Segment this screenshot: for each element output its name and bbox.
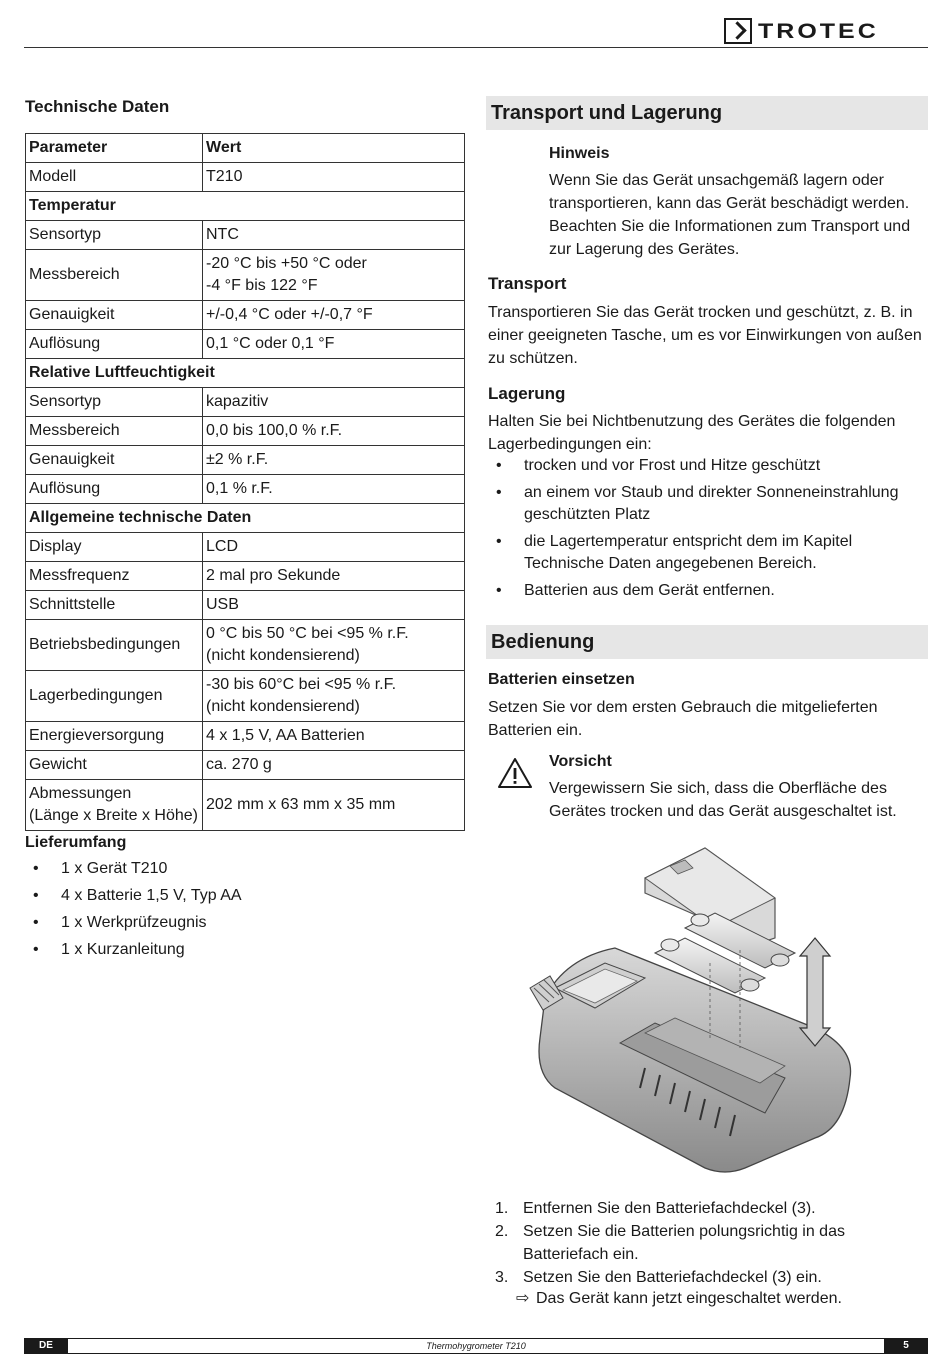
table-section-row: [26, 504, 465, 533]
table-cell: [203, 620, 465, 671]
table-cell: Messfrequenz: [26, 562, 203, 591]
table-cell: [26, 780, 203, 831]
caution-text: Vergewissern Sie sich, dass die Oberfläche des Gerätes trocken und das Gerät ausgeschaltet ist.: [549, 780, 897, 820]
cell-line: -30 bis 60°C bei <95 % r.F.: [206, 676, 397, 693]
table-cell: 0,1 °C oder 0,1 °F: [203, 330, 465, 359]
table-cell: 0,0 bis 100,0 % r.F.: [203, 417, 465, 446]
table-cell: Energieversorgung: [26, 722, 203, 751]
table-cell: USB: [203, 591, 465, 620]
table-cell: 202 mm x 63 mm x 35 mm: [203, 780, 465, 831]
table-row: [26, 163, 465, 192]
list-item: • 1 x Kurzanleitung: [25, 939, 455, 961]
step-number: 2.: [495, 1223, 509, 1240]
caution-title: Vorsicht: [549, 753, 612, 770]
table-cell: T210: [203, 163, 465, 192]
table-cell: 4 x 1,5 V, AA Batterien: [203, 722, 465, 751]
list-item: • trocken und vor Frost und Hitze geschützt: [488, 455, 928, 477]
table-row: [26, 388, 465, 417]
table-row: [26, 301, 465, 330]
steps-list: [488, 1197, 928, 1289]
cell-line: (Länge x Breite x Höhe): [29, 807, 198, 824]
scope-list: [25, 858, 455, 966]
table-header-cell: Parameter: [26, 134, 203, 163]
storage-list: [488, 455, 928, 607]
table-section-label: Temperatur: [26, 192, 465, 221]
table-row: [26, 330, 465, 359]
table-cell: Messbereich: [26, 250, 203, 301]
result-arrow-icon: ⇨: [516, 1290, 530, 1307]
table-cell: Display: [26, 533, 203, 562]
list-item: • 1 x Gerät T210: [25, 858, 455, 880]
footer-page-number: 5: [884, 1339, 928, 1353]
tech-data-table: [25, 133, 465, 831]
table-cell: ca. 270 g: [203, 751, 465, 780]
section-bar-transport: [486, 96, 928, 130]
table-cell: kapazitiv: [203, 388, 465, 417]
table-row: [26, 475, 465, 504]
list-item: • die Lagertemperatur entspricht dem im Kapitel Technische Daten angegebenen Bereich.: [488, 531, 928, 575]
result-text: Das Gerät kann jetzt eingeschaltet werden.: [536, 1290, 842, 1307]
cell-line: 0 °C bis 50 °C bei <95 % r.F.: [206, 625, 409, 642]
table-cell: [203, 671, 465, 722]
table-cell: LCD: [203, 533, 465, 562]
hint-text: Wenn Sie das Gerät unsachgemäß lagern oder transportieren, kann das Gerät beschädigt werden. Beachten Sie die Informationen zum Transport und zur Lagerung des Gerätes.: [549, 172, 911, 258]
table-header-cell: Wert: [203, 134, 465, 163]
device-body: [539, 948, 851, 1172]
hint-title: Hinweis: [549, 145, 610, 162]
list-item: • Batterien aus dem Gerät entfernen.: [488, 580, 928, 602]
table-cell: +/-0,4 °C oder +/-0,7 °F: [203, 301, 465, 330]
table-row: [26, 671, 465, 722]
storage-title: Lagerung: [488, 384, 566, 403]
cell-line: -20 °C bis +50 °C oder: [206, 255, 367, 272]
section-title: Transport und Lagerung: [491, 102, 723, 124]
battery-text: Setzen Sie vor dem ersten Gebrauch die mitgelieferten Batterien ein.: [488, 699, 878, 739]
step-text: Setzen Sie die Batterien polungsrichtig in das Batteriefach ein.: [523, 1223, 845, 1263]
table-cell: ±2 % r.F.: [203, 446, 465, 475]
table-row: [26, 751, 465, 780]
table-row: [26, 591, 465, 620]
table-cell: Auflösung: [26, 475, 203, 504]
table-cell: [203, 250, 465, 301]
table-row: [26, 620, 465, 671]
table-cell: Messbereich: [26, 417, 203, 446]
table-row: [26, 221, 465, 250]
table-row: [26, 417, 465, 446]
direction-arrow-icon: [800, 938, 830, 1046]
warning-triangle-icon: [497, 757, 533, 789]
table-cell: 2 mal pro Sekunde: [203, 562, 465, 591]
table-cell: Genauigkeit: [26, 301, 203, 330]
step-number: 3.: [495, 1269, 509, 1286]
table-row: [26, 562, 465, 591]
footer-language: DE: [24, 1339, 68, 1353]
header-rule: [24, 47, 928, 48]
table-cell: Schnittstelle: [26, 591, 203, 620]
table-cell: Genauigkeit: [26, 446, 203, 475]
step-item: [488, 1266, 928, 1289]
trotec-chevron-icon: [724, 18, 752, 44]
step-text: Setzen Sie den Batteriefachdeckel (3) ein.: [523, 1269, 822, 1286]
step-number: 1.: [495, 1200, 509, 1217]
section-title: Bedienung: [491, 631, 595, 653]
page-footer: [24, 1338, 928, 1354]
trotec-logo: [724, 16, 879, 46]
table-cell: Sensortyp: [26, 388, 203, 417]
cell-line: (nicht kondensierend): [206, 698, 360, 715]
table-cell: Sensortyp: [26, 221, 203, 250]
list-item: • 1 x Werkprüfzeugnis: [25, 912, 455, 934]
table-cell: 0,1 % r.F.: [203, 475, 465, 504]
table-row: [26, 533, 465, 562]
table-cell: Auflösung: [26, 330, 203, 359]
scope-title: Lieferumfang: [25, 834, 127, 851]
table-cell: Modell: [26, 163, 203, 192]
table-row: [26, 780, 465, 831]
section-bar-operation: [486, 625, 928, 659]
transport-text: Transportieren Sie das Gerät trocken und geschützt, z. B. in einer geeigneten Tasche, um es vor Einwirkungen von außen zu schützen.: [488, 304, 922, 367]
step-item: [488, 1220, 928, 1266]
cell-line: -4 °F bis 122 °F: [206, 277, 318, 294]
table-header-row: [26, 134, 465, 163]
battery-insertion-illustration: [525, 838, 865, 1178]
cell-line: Abmessungen: [29, 785, 132, 802]
storage-text: Halten Sie bei Nichtbenutzung des Gerätes die folgenden Lagerbedingungen ein:: [488, 413, 896, 453]
transport-title: Transport: [488, 274, 567, 293]
table-section-row: [26, 359, 465, 388]
table-row: [26, 446, 465, 475]
table-section-label: Allgemeine technische Daten: [26, 504, 465, 533]
tech-data-title: Technische Daten: [25, 97, 170, 116]
table-cell: Betriebsbedingungen: [26, 620, 203, 671]
cell-line: (nicht kondensierend): [206, 647, 360, 664]
battery-title: Batterien einsetzen: [488, 671, 635, 688]
table-row: [26, 250, 465, 301]
table-cell: Gewicht: [26, 751, 203, 780]
step-result: [516, 1287, 842, 1310]
footer-title: Thermohygrometer T210: [426, 1341, 526, 1351]
brand-name: TROTEC: [758, 18, 879, 43]
step-text: Entfernen Sie den Batteriefachdeckel (3).: [523, 1200, 816, 1217]
step-item: [488, 1197, 928, 1220]
table-cell: NTC: [203, 221, 465, 250]
table-row: [26, 722, 465, 751]
table-section-row: [26, 192, 465, 221]
table-cell: Lagerbedingungen: [26, 671, 203, 722]
table-section-label: Relative Luftfeuchtigkeit: [26, 359, 465, 388]
list-item: • 4 x Batterie 1,5 V, Typ AA: [25, 885, 455, 907]
list-item: • an einem vor Staub und direkter Sonneneinstrahlung geschützten Platz: [488, 482, 928, 526]
